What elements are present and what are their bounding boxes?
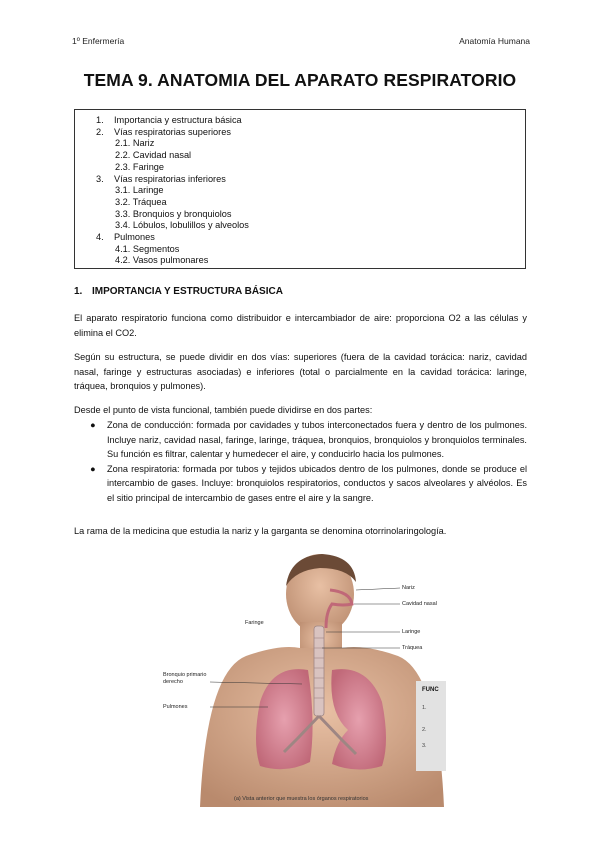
functions-title: FUNC — [422, 687, 439, 693]
header-subject: Anatomía Humana — [459, 36, 530, 46]
trachea-shape — [314, 626, 324, 716]
bullet-respiratory-zone: ● Zona respiratoria: formada por tubos y tejidos ubicados dentro de los pulmones, donde se produce el intercambio de gases. Incluye: bronquiolos respiratorios, conductos y sacos alveolares y alvéolos. Es el sitio principal de intercambio de gases entre el aire y la sangre. — [90, 463, 527, 503]
toc-subitem: 3.1. Laringe — [115, 185, 164, 196]
section-heading: 1. IMPORTANCIA Y ESTRUCTURA BÁSICA — [74, 286, 283, 297]
header-course: 1º Enfermería — [72, 36, 125, 46]
label-trachea: Tráquea — [402, 645, 423, 651]
toc-subitem: 2.3. Faringe — [115, 161, 165, 172]
page-title: TEMA 9. ANATOMIA DEL APARATO RESPIRATORIO — [83, 70, 517, 90]
paragraph-structure: Según su estructura, se puede dividir en dos vías: superiores (fuera de la cavidad torácica: nariz, cavidad nasal, faringe y estructuras asociadas) e inferiores (total o parcialmente en la cavidad torácica: laringe, tráquea, bronquios y pulmones). — [74, 352, 527, 392]
toc-item: 4. Pulmones — [96, 232, 155, 243]
toc-item: 2. Vías respiratorias superiores — [96, 126, 231, 137]
functions-item: 1. — [422, 705, 427, 711]
paragraph-intro: El aparato respiratorio funciona como distribuidor e intercambiador de aire: proporciona O2 a las células y elimina el CO2. — [74, 313, 527, 338]
bullet-conduction-zone: ● Zona de conducción: formada por cavidades y tubos interconectados fuera y dentro de los pulmones. Incluye nariz, cavidad nasal, faringe, laringe, tráquea, bronquios, bronquiolos y bronquiolos terminales. Su función es filtrar, calentar y humedecer el aire, y conducirlo hacia los pulmones. — [90, 420, 527, 460]
toc-subitem: 4.1. Segmentos — [115, 243, 180, 254]
toc-subitem: 3.3. Bronquios y bronquiolos — [115, 208, 232, 219]
toc-subitem: 4.2. Vasos pulmonares — [115, 255, 209, 266]
label-bronchus: Bronquio primario derecho — [163, 672, 207, 685]
toc-subitem: 2.2. Cavidad nasal — [115, 150, 192, 161]
toc-subitem: 3.4. Lóbulos, lobulillos y alveolos — [115, 220, 249, 231]
table-of-contents — [74, 109, 526, 269]
paragraph-functional: Desde el punto de vista funcional, también puede dividirse en dos partes: — [74, 405, 373, 415]
toc-subitem: 3.2. Tráquea — [115, 196, 167, 207]
toc-item: 3. Vías respiratorias inferiores — [96, 173, 226, 184]
functions-item: 2. — [422, 727, 427, 733]
bullet-icon: ● — [90, 420, 96, 430]
bullet-list — [74, 418, 527, 506]
label-nasal-cavity: Cavidad nasal — [402, 601, 437, 607]
paragraph-otorhinolaryngology: La rama de la medicina que estudia la nariz y la garganta se denomina otorrinolaringología. — [74, 526, 447, 536]
label-lungs: Pulmones — [163, 704, 188, 710]
figure-caption: (a) Vista anterior que muestra los órganos respiratorios — [234, 796, 369, 802]
toc-item: 1. Importancia y estructura básica — [96, 115, 242, 125]
bullet-icon: ● — [90, 463, 96, 474]
label-pharynx: Faringe — [245, 620, 264, 626]
toc-subitem: 2.1. Nariz — [115, 138, 155, 149]
functions-sidebar — [416, 681, 446, 771]
label-larynx: Laringe — [402, 629, 421, 635]
functions-item: 3. — [422, 743, 427, 749]
label-nose: Nariz — [402, 585, 415, 591]
